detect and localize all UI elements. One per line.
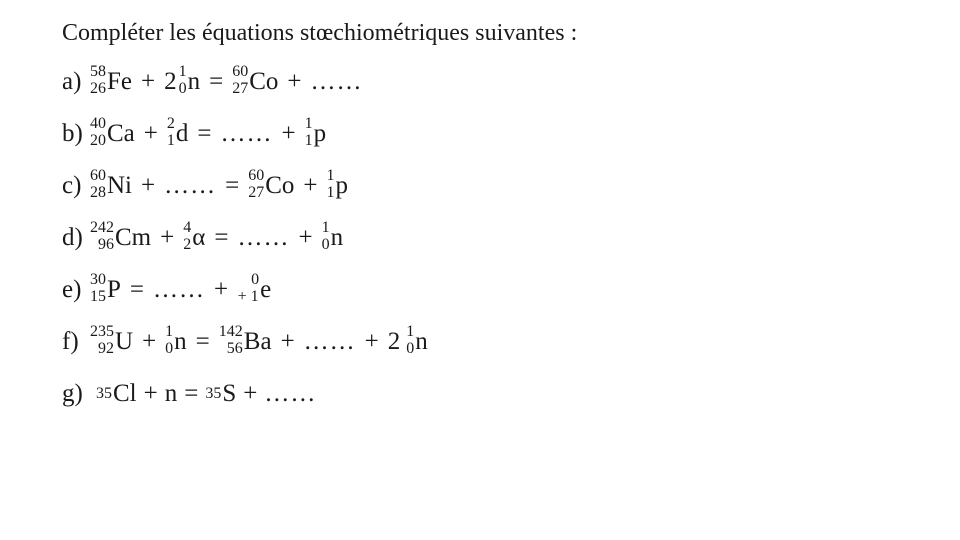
element-symbol: n: [330, 224, 344, 251]
plus-operator: +: [141, 172, 156, 199]
mass-number: 60: [90, 167, 106, 184]
plus-operator: +: [143, 120, 158, 147]
mass-number: 60: [232, 63, 249, 80]
nuclide-cl-35: [96, 380, 137, 408]
atomic-number: + 1: [237, 288, 259, 305]
element-symbol: P: [107, 276, 121, 303]
coefficient: 2: [164, 68, 177, 95]
plus-operator: +: [287, 68, 302, 95]
plus-operator: +: [281, 120, 296, 147]
deuteron-term: [167, 117, 189, 151]
atomic-number: 15: [90, 288, 106, 305]
nuclide-co-60: [232, 65, 278, 99]
element-symbol: Cl: [113, 380, 137, 407]
equation-label: e): [62, 276, 82, 303]
equation-b: [62, 108, 922, 160]
neutron-symbol: n: [164, 380, 178, 407]
mass-number: 1: [304, 115, 313, 132]
element-symbol: p: [335, 172, 349, 199]
equation-label: a): [62, 68, 82, 95]
element-symbol: Ni: [107, 172, 132, 199]
atomic-number: 0: [406, 340, 415, 357]
atomic-number: 0: [165, 340, 174, 357]
mass-number: 60: [248, 167, 265, 184]
atomic-number: 96: [98, 236, 114, 253]
plus-operator: +: [243, 380, 258, 407]
equation-g: [62, 368, 922, 420]
mass-number: 1: [178, 63, 187, 80]
nuclide-p-30: [90, 273, 121, 307]
mass-number: 1: [326, 167, 335, 184]
mass-number: 40: [90, 115, 106, 132]
positron-term: [237, 273, 271, 307]
equals-operator: =: [184, 380, 199, 407]
neutron-term: [322, 221, 344, 255]
plus-operator: +: [142, 328, 157, 355]
element-symbol: Fe: [107, 68, 132, 95]
element-symbol: Ca: [107, 120, 135, 147]
answer-blank: ……: [220, 120, 273, 147]
element-symbol: Cm: [115, 224, 152, 251]
equation-d: [62, 212, 922, 264]
alpha-term: [183, 221, 205, 255]
mass-number: 35: [96, 385, 112, 402]
element-symbol: n: [187, 68, 201, 95]
equation-f: [62, 316, 922, 368]
atomic-number: 27: [232, 80, 249, 97]
nuclide-fe-58: [90, 65, 132, 99]
mass-number: 0: [251, 271, 260, 288]
answer-blank: ……: [303, 328, 356, 355]
element-symbol: n: [415, 328, 428, 355]
plus-operator: +: [214, 276, 229, 303]
mass-number: 58: [90, 63, 106, 80]
mass-number: 35: [205, 385, 222, 402]
plus-operator: +: [364, 328, 379, 355]
plus-operator: +: [303, 172, 318, 199]
nuclide-ba-142: [219, 325, 272, 359]
plus-operator: +: [160, 224, 175, 251]
exercise-document: [62, 18, 922, 420]
neutron-term: [165, 325, 187, 359]
answer-blank: ……: [237, 224, 290, 251]
equals-operator: =: [225, 172, 240, 199]
atomic-number: 1: [166, 132, 175, 149]
element-symbol: α: [192, 224, 206, 251]
element-symbol: U: [115, 328, 134, 355]
exercise-title: Compléter les équations stœchiométriques suivantes :: [62, 20, 578, 46]
mass-number: 242: [90, 219, 114, 236]
element-symbol: p: [313, 120, 327, 147]
equals-operator: =: [214, 224, 229, 251]
answer-blank: ……: [264, 380, 317, 407]
mass-number: 30: [90, 271, 106, 288]
mass-number: 1: [321, 219, 330, 236]
equation-label: f): [62, 328, 79, 355]
atomic-number: 26: [90, 80, 106, 97]
plus-operator: +: [280, 328, 295, 355]
nuclide-s-35: [205, 380, 236, 408]
element-symbol: Co: [249, 68, 279, 95]
neutron-term: [164, 65, 200, 99]
atomic-number: 0: [321, 236, 330, 253]
coefficient: 2: [387, 328, 401, 355]
element-symbol: Co: [265, 172, 295, 199]
nuclide-u-235: [90, 325, 133, 359]
element-symbol: Ba: [243, 328, 272, 355]
element-symbol: e: [260, 276, 272, 303]
plus-operator: +: [143, 380, 158, 407]
answer-blank: ……: [310, 68, 363, 95]
mass-number: 142: [218, 323, 243, 340]
nuclide-co-60: [248, 169, 294, 203]
nuclide-ni-60: [90, 169, 132, 203]
neutron-term: [388, 325, 428, 359]
mass-number: 1: [165, 323, 174, 340]
atomic-number: 56: [226, 340, 243, 357]
equals-operator: =: [195, 328, 210, 355]
atomic-number: 20: [90, 132, 106, 149]
plus-operator: +: [141, 68, 156, 95]
element-symbol: n: [174, 328, 187, 355]
atomic-number: 92: [98, 340, 114, 357]
plus-operator: +: [298, 224, 313, 251]
atomic-number: 1: [304, 132, 313, 149]
equals-operator: =: [197, 120, 212, 147]
proton-term: [305, 117, 327, 151]
nuclide-ca-40: [90, 117, 135, 151]
equation-a: [62, 56, 922, 108]
mass-number: 1: [406, 323, 415, 340]
atomic-number: 27: [248, 184, 265, 201]
mass-number: 4: [183, 219, 192, 236]
atomic-number: 2: [183, 236, 192, 253]
equation-label: c): [62, 172, 82, 199]
equation-c: [62, 160, 922, 212]
equation-e: [62, 264, 922, 316]
equals-operator: =: [209, 68, 224, 95]
atomic-number: 0: [178, 80, 187, 97]
answer-blank: ……: [164, 172, 217, 199]
equals-operator: =: [129, 276, 145, 303]
atomic-number: 1: [326, 184, 335, 201]
element-symbol: S: [222, 380, 237, 407]
atomic-number: 28: [90, 184, 106, 201]
element-symbol: d: [175, 120, 189, 147]
proton-term: [327, 169, 349, 203]
answer-blank: ……: [153, 276, 206, 303]
equation-label: b): [62, 120, 83, 147]
mass-number: 235: [90, 323, 114, 340]
nuclide-cm-242: [90, 221, 151, 255]
mass-number: 2: [166, 115, 175, 132]
equation-label: g): [62, 380, 83, 407]
equation-label: d): [62, 224, 83, 251]
